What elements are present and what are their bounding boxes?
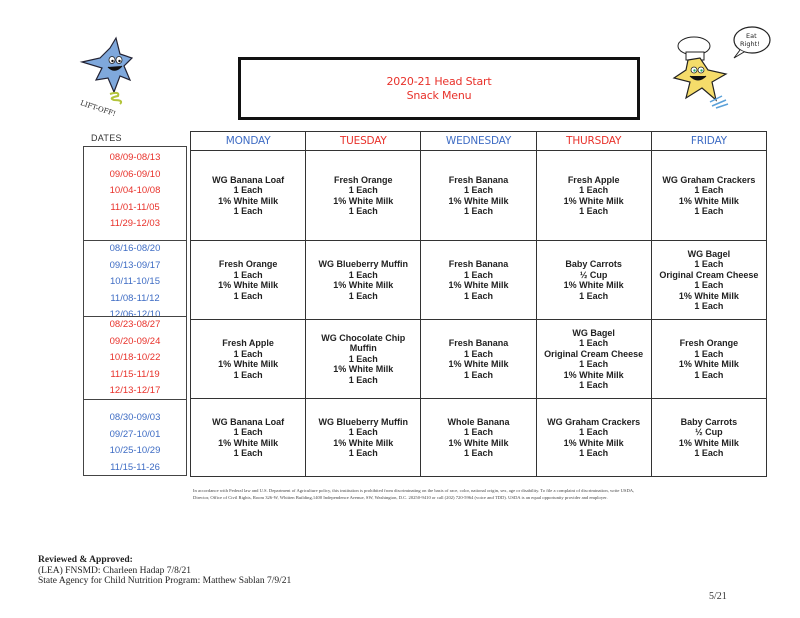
date-range: 10/18-10/22 [109, 352, 161, 363]
menu-cell-tuesday: Fresh Orange 1 Each 1% White Milk 1 Each [306, 151, 421, 241]
menu-cell-wednesday: Fresh Banana 1 Each 1% White Milk 1 Each [421, 320, 536, 399]
day-header-friday: FRIDAY [651, 132, 766, 151]
menu-cell-friday: WG Graham Crackers 1 Each 1% White Milk 1 Each [651, 151, 766, 241]
svg-text:Right!: Right! [740, 40, 760, 48]
day-header-row [191, 132, 767, 151]
approval-block [38, 555, 291, 587]
approval-heading: Reviewed & Approved: [38, 555, 133, 565]
menu-cell-thursday: Baby Carrots ½ Cup 1% White Milk 1 Each [536, 241, 651, 320]
menu-title: 2020-21 Head Start [386, 74, 492, 88]
date-range: 12/13-12/17 [109, 385, 161, 396]
menu-cell-thursday: WG Bagel 1 Each Original Cream Cheese 1 Each 1% White Milk 1 Each [536, 320, 651, 399]
date-range: 11/15-11/19 [110, 368, 160, 380]
date-range: 08/09-08/13 [109, 152, 161, 163]
menu-cell-monday: WG Banana Loaf 1 Each 1% White Milk 1 Each [191, 399, 306, 477]
page-number: 5/21 [709, 591, 727, 602]
menu-cell-wednesday: Fresh Banana 1 Each 1% White Milk 1 Each [421, 241, 536, 320]
date-range: 09/06-09/10 [109, 168, 161, 180]
date-range: 08/30-09/03 [109, 412, 161, 423]
date-range: 10/04-10/08 [109, 185, 161, 196]
date-range: 11/01-11/05 [110, 201, 160, 213]
menu-cell-tuesday: WG Chocolate Chip Muffin 1 Each 1% White Milk 1 Each [306, 320, 421, 399]
menu-subtitle: Snack Menu [406, 88, 472, 102]
menu-cell-tuesday: WG Blueberry Muffin 1 Each 1% White Milk 1 Each [306, 399, 421, 477]
date-group-week-1 [84, 147, 186, 240]
day-header-monday: MONDAY [191, 132, 306, 151]
menu-week-row-1 [191, 151, 767, 241]
menu-cell-tuesday: WG Blueberry Muffin 1 Each 1% White Milk 1 Each [306, 241, 421, 320]
menu-week-row-2 [191, 241, 767, 320]
date-range: 10/25-10/29 [109, 445, 161, 456]
approval-lea: (LEA) FNSMD: Charleen Hadap 7/8/21 [38, 565, 192, 576]
date-range: 08/16-08/20 [109, 243, 161, 254]
blue-star-icon [70, 36, 160, 116]
chef-star-icon [660, 18, 780, 113]
menu-title-box [238, 57, 640, 120]
lift-off-star-mascot [70, 36, 160, 116]
day-header-thursday: THURSDAY [536, 132, 651, 151]
date-range: 08/23-08/27 [109, 319, 161, 330]
date-range: 11/15-11-26 [110, 461, 160, 473]
day-header-tuesday: TUESDAY [306, 132, 421, 151]
eat-right-chef-mascot [660, 18, 780, 113]
menu-week-row-3 [191, 320, 767, 399]
menu-cell-wednesday: Whole Banana 1 Each 1% White Milk 1 Each [421, 399, 536, 477]
eat-right-caption: Eat [746, 32, 757, 40]
date-range: 11/08-11/12 [110, 292, 160, 304]
approval-state-agency: State Agency for Child Nutrition Program: Matthew Sablan 7/9/21 [38, 576, 292, 586]
date-range: 09/27-10/01 [109, 428, 161, 440]
menu-cell-thursday: WG Graham Crackers 1 Each 1% White Milk 1 Each [536, 399, 651, 477]
day-header-wednesday: WEDNESDAY [421, 132, 536, 151]
menu-cell-friday: WG Bagel 1 Each Original Cream Cheese 1 Each 1% White Milk 1 Each [651, 241, 766, 320]
usda-nondiscrimination-statement: In accordance with Federal law and U.S. Department of Agriculture policy, this institution is prohibited from discriminating on the basis of race, color, national origin, sex, age or disability. To file a complaint of discrimination, write USDA, Director, Office of Civil Rights, Room 326-W, Whitten Building,1400 Independence Avenue, SW, Washington, D.C. 20250-9410 or call (202) 720-5964 (voice and TDD). USDA is an equal opportunity provider and employer. [193, 488, 635, 500]
menu-week-row-4 [191, 399, 767, 477]
menu-cell-thursday: Fresh Apple 1 Each 1% White Milk 1 Each [536, 151, 651, 241]
date-group-week-2 [84, 240, 186, 320]
date-range: 12/06-12/10 [109, 309, 161, 320]
menu-cell-monday: WG Banana Loaf 1 Each 1% White Milk 1 Each [191, 151, 306, 241]
date-group-week-4 [84, 399, 186, 476]
menu-cell-monday: Fresh Apple 1 Each 1% White Milk 1 Each [191, 320, 306, 399]
dates-label: DATES [91, 133, 122, 143]
date-range: 10/11-10/15 [109, 276, 160, 287]
snack-menu-table [190, 131, 767, 477]
menu-cell-wednesday: Fresh Banana 1 Each 1% White Milk 1 Each [421, 151, 536, 241]
menu-cell-friday: Fresh Orange 1 Each 1% White Milk 1 Each [651, 320, 766, 399]
date-range: 09/13-09/17 [109, 259, 161, 271]
menu-cell-monday: Fresh Orange 1 Each 1% White Milk 1 Each [191, 241, 306, 320]
date-group-week-3 [84, 316, 186, 399]
dates-column [83, 146, 187, 476]
date-range: 11/29-12/03 [109, 218, 160, 229]
menu-cell-friday: Baby Carrots ½ Cup 1% White Milk 1 Each [651, 399, 766, 477]
lift-off-caption: LIFT-OFF! [79, 99, 117, 116]
date-range: 09/20-09/24 [109, 335, 161, 347]
